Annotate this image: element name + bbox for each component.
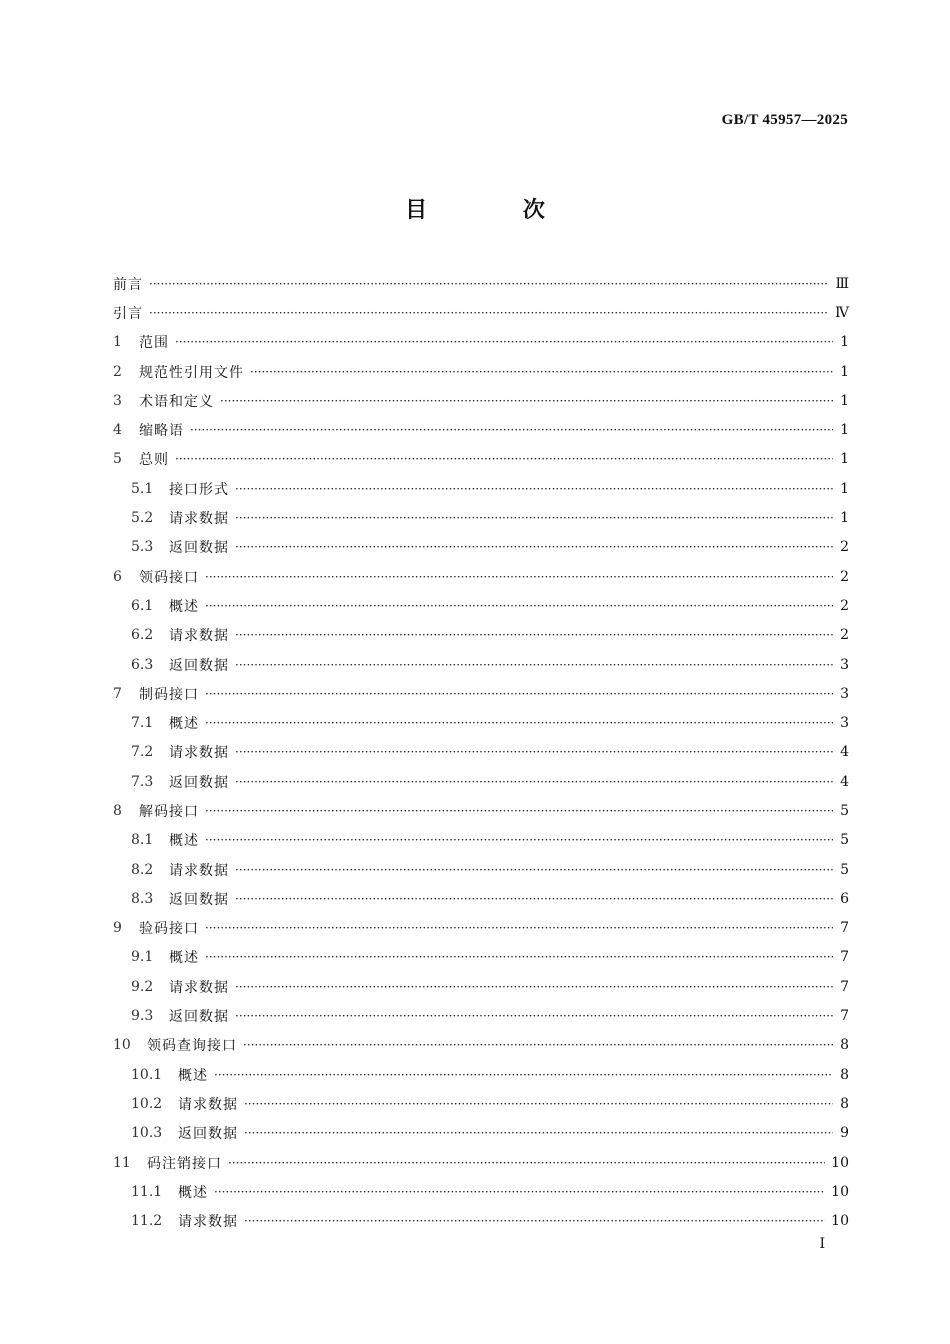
toc-entry-page: 7 xyxy=(840,920,849,937)
toc-entry[interactable] xyxy=(113,298,849,327)
toc-entry[interactable] xyxy=(113,386,849,415)
dot-leader xyxy=(175,335,833,349)
toc-entry[interactable] xyxy=(113,533,849,562)
toc-entry-label: 返回数据 xyxy=(169,891,229,908)
toc-entry-label: 术语和定义 xyxy=(139,393,214,410)
toc-entry-page: 2 xyxy=(840,539,849,556)
toc-entry-number: 6.1 xyxy=(131,597,154,614)
toc-entry-page: 7 xyxy=(840,978,849,995)
toc-entry-label: 概述 xyxy=(178,1067,208,1084)
toc-entry-page: 6 xyxy=(840,890,849,907)
toc-entry-page: 5 xyxy=(840,861,849,878)
toc-entry-number: 10.3 xyxy=(131,1125,163,1142)
dot-leader xyxy=(243,1038,833,1052)
toc-entry[interactable] xyxy=(113,1119,849,1148)
toc-entry-label: 请求数据 xyxy=(178,1096,238,1113)
toc-entry-page: 1 xyxy=(840,392,849,409)
toc-entry-page: 2 xyxy=(840,568,849,585)
toc-entry-number: 7.1 xyxy=(131,715,154,732)
toc-entry-number: 5 xyxy=(113,451,122,468)
toc-entry[interactable] xyxy=(113,415,849,444)
toc-entry-page: 5 xyxy=(840,802,849,819)
toc-entry-number: 5.2 xyxy=(131,510,154,527)
toc-entry[interactable] xyxy=(113,269,849,298)
dot-leader xyxy=(214,1068,833,1082)
toc-entry[interactable] xyxy=(113,562,849,591)
toc-entry-label: 请求数据 xyxy=(169,511,229,528)
toc-entry-page: 10 xyxy=(831,1213,849,1230)
toc-entry[interactable] xyxy=(113,943,849,972)
toc-entry[interactable] xyxy=(113,1148,849,1177)
toc-entry-page: 5 xyxy=(840,832,849,849)
toc-entry-label: 返回数据 xyxy=(169,540,229,557)
toc-entry[interactable] xyxy=(113,474,849,503)
dot-leader xyxy=(205,804,833,818)
toc-entry-page: Ⅲ xyxy=(835,275,849,292)
dot-leader xyxy=(149,277,829,291)
toc-entry-label: 概述 xyxy=(169,598,199,615)
toc-entry-number: 8.2 xyxy=(131,861,154,878)
dot-leader xyxy=(205,599,833,613)
toc-entry-page: 1 xyxy=(840,422,849,439)
toc-entry-number: 8.1 xyxy=(131,832,154,849)
toc-entry-number: 11.2 xyxy=(131,1213,163,1230)
toc-entry-page: 2 xyxy=(840,627,849,644)
toc-entry-label: 返回数据 xyxy=(169,657,229,674)
toc-entry-number: 5.1 xyxy=(131,480,154,497)
toc-entry[interactable] xyxy=(113,914,849,943)
toc-entry[interactable] xyxy=(113,1001,849,1030)
toc-entry-label: 总则 xyxy=(139,452,169,469)
toc-entry-page: 3 xyxy=(840,715,849,732)
toc-entry-page: 3 xyxy=(840,685,849,702)
toc-entry[interactable] xyxy=(113,591,849,620)
toc-entry-number: 7.2 xyxy=(131,744,154,761)
toc-entry[interactable] xyxy=(113,1060,849,1089)
dot-leader xyxy=(235,658,833,672)
dot-leader xyxy=(244,1214,825,1228)
dot-leader xyxy=(235,1009,833,1023)
toc-entry-label: 前言 xyxy=(113,276,143,293)
toc-entry[interactable] xyxy=(113,445,849,474)
toc-entry-label: 领码查询接口 xyxy=(147,1038,237,1055)
toc-entry-label: 概述 xyxy=(169,716,199,733)
toc-entry-page: 10 xyxy=(831,1183,849,1200)
dot-leader xyxy=(205,687,833,701)
toc-entry-page: 2 xyxy=(840,597,849,614)
toc-entry-label: 请求数据 xyxy=(169,862,229,879)
toc-entry-label: 范围 xyxy=(139,335,169,352)
toc-entry-page: 1 xyxy=(840,451,849,468)
toc-entry-page: 7 xyxy=(840,1008,849,1025)
dot-leader xyxy=(235,511,833,525)
toc-entry-page: 1 xyxy=(840,480,849,497)
toc-entry[interactable] xyxy=(113,650,849,679)
toc-entry[interactable] xyxy=(113,884,849,913)
toc-entry[interactable] xyxy=(113,1207,849,1236)
toc-entry-number: 2 xyxy=(113,363,122,380)
toc-entry-page: 9 xyxy=(840,1125,849,1142)
toc-entry-number: 11.1 xyxy=(131,1183,163,1200)
toc-entry-page: 4 xyxy=(840,773,849,790)
dot-leader xyxy=(235,482,833,496)
toc-entry-label: 请求数据 xyxy=(169,979,229,996)
toc-entry[interactable] xyxy=(113,1031,849,1060)
toc-entry-page: 7 xyxy=(840,949,849,966)
toc-entry[interactable] xyxy=(113,1177,849,1206)
toc-entry[interactable] xyxy=(113,708,849,737)
toc-entry-label: 接口形式 xyxy=(169,481,229,498)
toc-entry[interactable] xyxy=(113,1089,849,1118)
dot-leader xyxy=(214,1185,825,1199)
toc-entry[interactable] xyxy=(113,503,849,532)
toc-entry-label: 返回数据 xyxy=(169,774,229,791)
toc-entry-number: 6.3 xyxy=(131,656,154,673)
toc-entry-label: 码注销接口 xyxy=(147,1155,222,1172)
toc-entry-label: 缩略语 xyxy=(139,423,184,440)
dot-leader xyxy=(235,540,833,554)
dot-leader xyxy=(235,980,833,994)
toc-entry-label: 引言 xyxy=(113,305,143,322)
toc-entry-page: 4 xyxy=(840,744,849,761)
toc-entry-number: 9 xyxy=(113,920,122,937)
toc-entry-number: 8.3 xyxy=(131,890,154,907)
dot-leader xyxy=(244,1097,833,1111)
toc-entry-label: 制码接口 xyxy=(139,686,199,703)
dot-leader xyxy=(235,863,833,877)
table-of-contents xyxy=(113,269,849,1236)
toc-entry-number: 4 xyxy=(113,422,122,439)
toc-entry-number: 9.3 xyxy=(131,1008,154,1025)
dot-leader xyxy=(190,423,833,437)
toc-entry-label: 规范性引用文件 xyxy=(139,364,244,381)
toc-entry-number: 1 xyxy=(113,334,122,351)
page-title: 目 次 xyxy=(405,198,589,223)
dot-leader xyxy=(220,394,833,408)
toc-entry-label: 概述 xyxy=(178,1184,208,1201)
standard-code: GB/T 45957—2025 xyxy=(721,112,848,128)
toc-entry-number: 6 xyxy=(113,568,122,585)
toc-entry-label: 验码接口 xyxy=(139,921,199,938)
toc-entry-number: 7.3 xyxy=(131,773,154,790)
dot-leader xyxy=(228,1156,825,1170)
toc-entry-page: 8 xyxy=(840,1066,849,1083)
toc-entry-label: 领码接口 xyxy=(139,569,199,586)
dot-leader xyxy=(235,892,833,906)
toc-entry-number: 11 xyxy=(113,1154,131,1171)
toc-entry-page: Ⅳ xyxy=(835,304,849,321)
toc-entry-label: 返回数据 xyxy=(178,1126,238,1143)
toc-entry-label: 解码接口 xyxy=(139,803,199,820)
toc-entry-label: 返回数据 xyxy=(169,1009,229,1026)
toc-entry-number: 6.2 xyxy=(131,627,154,644)
toc-entry-page: 1 xyxy=(840,334,849,351)
dot-leader xyxy=(205,570,833,584)
dot-leader xyxy=(205,833,833,847)
toc-entry-label: 请求数据 xyxy=(178,1214,238,1231)
toc-entry-label: 请求数据 xyxy=(169,745,229,762)
toc-entry[interactable] xyxy=(113,738,849,767)
dot-leader xyxy=(250,365,833,379)
toc-entry[interactable] xyxy=(113,621,849,650)
toc-entry[interactable] xyxy=(113,796,849,825)
dot-leader xyxy=(205,921,833,935)
dot-leader xyxy=(235,775,833,789)
footer-page-number: I xyxy=(819,1236,825,1252)
dot-leader xyxy=(149,306,829,320)
toc-entry[interactable] xyxy=(113,328,849,357)
toc-entry[interactable] xyxy=(113,679,849,708)
toc-entry-number: 10.1 xyxy=(131,1066,163,1083)
toc-entry-page: 1 xyxy=(840,363,849,380)
toc-entry[interactable] xyxy=(113,855,849,884)
dot-leader xyxy=(235,628,833,642)
toc-entry-number: 7 xyxy=(113,685,122,702)
toc-entry-number: 3 xyxy=(113,392,122,409)
toc-entry[interactable] xyxy=(113,972,849,1001)
toc-entry-number: 8 xyxy=(113,802,122,819)
toc-entry-number: 5.3 xyxy=(131,539,154,556)
toc-entry-page: 8 xyxy=(840,1037,849,1054)
toc-entry-label: 概述 xyxy=(169,833,199,850)
toc-entry-page: 3 xyxy=(840,656,849,673)
dot-leader xyxy=(244,1126,833,1140)
dot-leader xyxy=(205,950,833,964)
toc-entry-number: 9.2 xyxy=(131,978,154,995)
toc-entry-page: 8 xyxy=(840,1095,849,1112)
toc-entry-page: 10 xyxy=(831,1154,849,1171)
toc-entry-label: 概述 xyxy=(169,950,199,967)
toc-entry-page: 1 xyxy=(840,510,849,527)
toc-entry-label: 请求数据 xyxy=(169,628,229,645)
dot-leader xyxy=(205,716,833,730)
dot-leader xyxy=(235,745,833,759)
toc-entry[interactable] xyxy=(113,767,849,796)
toc-entry[interactable] xyxy=(113,826,849,855)
toc-entry-number: 10.2 xyxy=(131,1095,163,1112)
toc-entry-number: 10 xyxy=(113,1037,131,1054)
toc-entry[interactable] xyxy=(113,357,849,386)
toc-entry-number: 9.1 xyxy=(131,949,154,966)
dot-leader xyxy=(175,452,833,466)
